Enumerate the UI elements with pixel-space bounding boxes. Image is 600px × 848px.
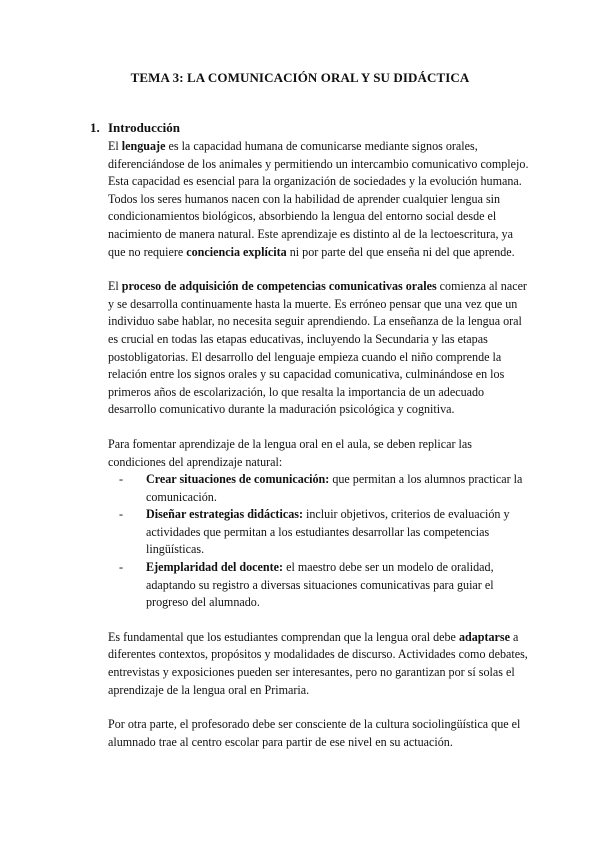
paragraph-proceso: El proceso de adquisición de competencias comunicativas orales comienza al nacer y se desarrolla continuamente hasta la muerte. Es erróneo pensar que una vez que un individuo sabe hablar, no necesita seguir aprendiendo. La enseñanza de la lengua oral es crucial en todas las etapas educativas, incluyendo la Secundaria y las etapas postobligatorias. El desarrollo del lenguaje empieza cuando el niño comprende la relación entre los signos orales y su capacidad comunicativa, culminándose en los primeros años de escolarización, lo que resalta la importancia de un adecuado desarrollo comunicativo durante la maduración psicológica y cognitiva. bbox=[108, 279, 527, 417]
section-heading-text: Introducción bbox=[108, 120, 180, 135]
list-item: - Crear situaciones de comunicación: que permitan a los alumnos practicar la comunicación. bbox=[119, 472, 523, 504]
paragraph-lenguaje: El lenguaje es la capacidad humana de comunicarse mediante signos orales, diferenciándose de los animales y permitiendo un intercambio comunicativo complejo. Esta capacidad es esencial para la organización de sociedades y la evolución humana. Todos los seres humanos nacen con la habilidad de aprender cualquier lengua sin condicionamientos biológicos, absorbiendo la lengua del entorno social desde el nacimiento de manera natural. Este aprendizaje es distinto al de la lectoescritura, ya que no requiere conciencia explícita ni por parte del que enseña ni del que aprende. bbox=[108, 139, 529, 259]
section-body bbox=[108, 138, 530, 751]
list-item: - Ejemplaridad del docente: el maestro debe ser un modelo de oralidad, adaptando su registro a diversas situaciones comunicativas para guiar el progreso del alumnado. bbox=[119, 560, 494, 610]
section-introduccion bbox=[90, 120, 530, 768]
paragraph-fomentar bbox=[108, 436, 530, 612]
bold-term-adaptarse: adaptarse bbox=[458, 629, 510, 644]
section-heading bbox=[90, 120, 530, 138]
list-item: - Diseñar estrategias didácticas: incluir objetivos, criterios de evaluación y actividades que permitan a los estudiantes desarrollar las competencias lingüísticas. bbox=[119, 507, 510, 557]
bullet-list bbox=[108, 471, 530, 612]
paragraph-adaptarse: Es fundamental que los estudiantes comprendan que la lengua oral debe adaptarse a diferentes contextos, propósitos y modalidades de discurso. Actividades como debates, entrevistas y exposiciones pueden ser interesantes, pero no garantizan por sí solas el aprendizaje de la lengua oral en Primaria. bbox=[108, 629, 528, 697]
section-number: 1. bbox=[90, 120, 100, 135]
document-title: TEMA 3: LA COMUNICACIÓN ORAL Y SU DIDÁCTICA bbox=[130, 70, 470, 85]
bold-term-conciencia: conciencia explícita bbox=[186, 244, 287, 259]
paragraph-profesorado: Por otra parte, el profesorado debe ser consciente de la cultura sociolingüística que el alumnado trae al centro escolar para partir de ese nivel en su actuación. bbox=[108, 717, 521, 749]
bold-term-lenguaje: lenguaje bbox=[121, 139, 166, 153]
paragraph-fomentar-intro: Para fomentar aprendizaje de la lengua oral en el aula, se deben replicar las condiciones del aprendizaje natural: bbox=[108, 436, 472, 469]
bold-term-proceso: proceso de adquisición de competencias comunicativas orales bbox=[121, 279, 437, 294]
